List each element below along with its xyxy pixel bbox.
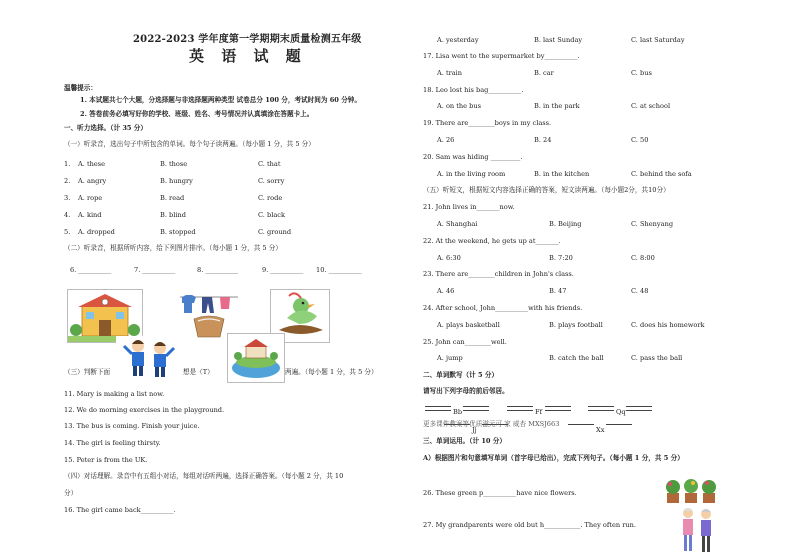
subject-title: 英 语 试 题	[189, 47, 307, 65]
watermark-text: 更多课件教案等优质滋元可 家 威杏 MXSJ663	[423, 420, 560, 428]
q17: 17. Lisa went to the supermarket by__________.	[423, 52, 580, 60]
q21-option-b[interactable]: B. Beijing	[549, 220, 582, 228]
school-picture	[67, 289, 143, 343]
q19: 19. There are________boys in my class.	[423, 119, 552, 127]
q24-option-c[interactable]: C. does his homework	[631, 321, 705, 329]
plants-picture	[663, 471, 719, 505]
part-4-instruction-cont: 分）	[64, 489, 78, 497]
order-blank-8[interactable]: 8. __________	[197, 266, 239, 274]
exam-title: 2022-2023 学年度第一学期期末质量检测五年级	[133, 34, 362, 45]
q16: 16. The girl came back__________.	[64, 506, 176, 514]
q20-option-b[interactable]: B. in the kitchen	[534, 170, 590, 178]
part-3-instruction-b: 想是（T）	[183, 368, 214, 376]
letter-qq: Qq	[616, 408, 626, 416]
q14: 14. The girl is feeling thirsty.	[64, 439, 161, 447]
part-3-instruction-a: （三）判断下面	[64, 368, 111, 376]
tip-1: 1. 本试题共七个大题，分选择题与非选择题两种类型 试卷总分 100 分，考试时间为 60 分钟。	[80, 96, 361, 104]
letter-jj: Jj	[472, 426, 477, 434]
q26: 26. These green p__________have nice flowers.	[423, 489, 577, 497]
q22-option-b[interactable]: B. 7:20	[549, 254, 573, 262]
q25: 25. John can________well.	[423, 338, 507, 346]
q20-option-c[interactable]: C. behind the sofa	[631, 170, 692, 178]
letter-ff: Ff	[535, 408, 543, 416]
q3-number: 3.	[64, 194, 71, 202]
section-2-title: 二、单词默写（计 5 分）	[423, 371, 499, 379]
section-1-title: 一、听力选择。（计 35 分）	[64, 124, 147, 132]
order-blank-6[interactable]: 6. __________	[70, 266, 112, 274]
q3-option-b[interactable]: B. read	[160, 194, 185, 202]
q2-option-c[interactable]: C. sorry	[258, 177, 285, 185]
q5-option-a[interactable]: A. dropped	[78, 228, 115, 236]
q19-option-a[interactable]: A. 26	[437, 136, 455, 144]
section-3-a-instruction: A）根据图片和句意填写单词（首字母已给出），完成下列句子。（每小题 1 分，共 5 分）	[423, 454, 684, 462]
q5-option-b[interactable]: B. stopped	[160, 228, 196, 236]
q13: 13. The bus is coming. Finish your juice.	[64, 422, 200, 430]
q21: 21. John lives in_______now.	[423, 203, 515, 211]
order-blank-7[interactable]: 7. __________	[134, 266, 176, 274]
q4-option-b[interactable]: B. blind	[160, 211, 186, 219]
letter-xx: Xx	[596, 426, 605, 434]
letter-bb: Bb	[453, 408, 463, 416]
q22: 22. At the weekend, he gets up at_______.	[423, 237, 561, 245]
q23-option-c[interactable]: C. 48	[631, 287, 649, 295]
q16-option-b[interactable]: B. last Sunday	[534, 36, 583, 44]
q24: 24. After school, John__________with his friends.	[423, 304, 583, 312]
q22-option-a[interactable]: A. 6:30	[437, 254, 461, 262]
q1-number: 1.	[64, 160, 71, 168]
q27: 27. My grandparents were old but h___________. They often run.	[423, 521, 636, 529]
part-2-instruction: （二）听录音，根据所听内容，给下列图片排序。（每小题 1 分，共 5 分）	[64, 244, 282, 252]
part-4-instruction: （四）对话理解。录音中有五组小对话，每组对话听两遍，选择正确答案。（每小题 2 分，共 10	[64, 472, 344, 480]
q21-option-c[interactable]: C. Shenyang	[631, 220, 674, 228]
q16-option-c[interactable]: C. last Saturday	[631, 36, 685, 44]
q1-option-b[interactable]: B. those	[160, 160, 188, 168]
part-3-instruction-c: 两遍。（每小题 1 分，共 5 分）	[285, 368, 378, 376]
q12: 12. We do morning exercises in the playground.	[64, 406, 225, 414]
q25-option-b[interactable]: B. catch the ball	[549, 354, 604, 362]
grandparents-picture	[672, 505, 722, 555]
tip-2: 2. 答卷前务必填写好你的学校、班级、姓名、考号情况并认真填涂在答题卡上。	[80, 110, 314, 118]
q17-option-a[interactable]: A. train	[437, 69, 463, 77]
q1-option-c[interactable]: C. that	[258, 160, 281, 168]
q25-option-a[interactable]: A. jump	[437, 354, 463, 362]
children-picture	[116, 336, 182, 380]
q18: 18. Leo lost his bag__________.	[423, 86, 524, 94]
section-2-instruction: 请写出下列字母的前后邻居。	[423, 387, 509, 395]
section-3-title: 三、单词运用。（计 10 分）	[423, 437, 506, 445]
q4-number: 4.	[64, 211, 71, 219]
q22-option-c[interactable]: C. 8:00	[631, 254, 655, 262]
q3-option-a[interactable]: A. rope	[78, 194, 103, 202]
q15: 15. Peter is from the UK.	[64, 456, 148, 464]
letter-blank-bb[interactable]	[423, 404, 489, 416]
q24-option-a[interactable]: A. plays basketball	[437, 321, 500, 329]
q17-option-b[interactable]: B. car	[534, 69, 554, 77]
part-5-instruction: （五）听短文，根据短文内容选择正确的答案，短文读两遍。（每小题2分，共10分）	[423, 186, 670, 194]
q21-option-a[interactable]: A. Shanghai	[437, 220, 478, 228]
q4-option-c[interactable]: C. black	[258, 211, 285, 219]
q19-option-b[interactable]: B. 24	[534, 136, 552, 144]
q23-option-a[interactable]: A. 46	[437, 287, 455, 295]
q4-option-a[interactable]: A. kind	[78, 211, 102, 219]
q2-number: 2.	[64, 177, 71, 185]
island-picture	[227, 333, 285, 383]
q23: 23. There are________children in John's class.	[423, 270, 574, 278]
q18-option-a[interactable]: A. on the bus	[437, 102, 482, 110]
q19-option-c[interactable]: C. 50	[631, 136, 649, 144]
q16-option-a[interactable]: A. yesterday	[437, 36, 479, 44]
letter-blank-xx[interactable]	[566, 422, 632, 434]
q20-option-a[interactable]: A. in the living room	[437, 170, 506, 178]
q24-option-b[interactable]: B. plays football	[549, 321, 603, 329]
q2-option-b[interactable]: B. hungry	[160, 177, 193, 185]
part-1-instruction: （一）听录音，选出句子中所包含的单词。每个句子读两遍。（每小题 1 分，共 5 分）	[64, 140, 315, 148]
letter-blank-qq[interactable]	[586, 404, 652, 416]
q18-option-c[interactable]: C. at school	[631, 102, 671, 110]
q5-number: 5.	[64, 228, 71, 236]
order-blank-9[interactable]: 9. __________	[262, 266, 304, 274]
q23-option-b[interactable]: B. 47	[549, 287, 567, 295]
q17-option-c[interactable]: C. bus	[631, 69, 652, 77]
letter-blank-ff[interactable]	[505, 404, 571, 416]
q18-option-b[interactable]: B. in the park	[534, 102, 580, 110]
q25-option-c[interactable]: C. pass the ball	[631, 354, 683, 362]
tips-label: 温馨提示：	[64, 84, 97, 92]
order-blank-10[interactable]: 10. __________	[316, 266, 362, 274]
q2-option-a[interactable]: A. angry	[78, 177, 107, 185]
q11: 11. Mary is making a list now.	[64, 390, 165, 398]
q3-option-c[interactable]: C. rode	[258, 194, 283, 202]
q20: 20. Sam was hiding _________.	[423, 153, 523, 161]
q5-option-c[interactable]: C. ground	[258, 228, 292, 236]
q1-option-a[interactable]: A. these	[78, 160, 106, 168]
